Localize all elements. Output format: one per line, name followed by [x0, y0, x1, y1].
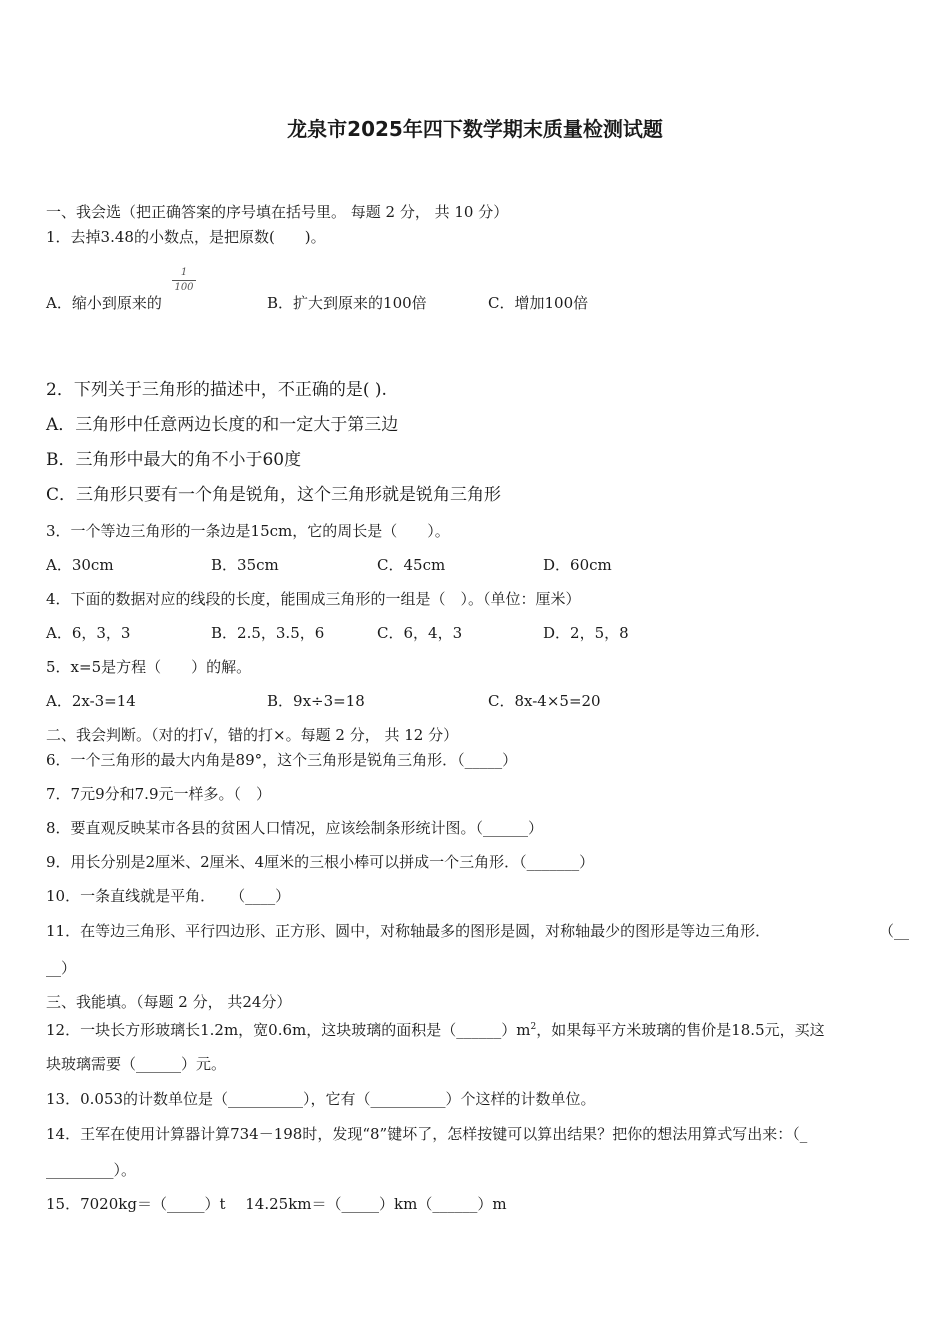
q3-option-c: C．45cm: [377, 556, 446, 574]
q12-part-1: 12．一块长方形玻璃长1.2m，宽0.6m，这块玻璃的面积是（______）m: [46, 1021, 531, 1039]
question-11: 11．在等边三角形、平行四边形、正方形、圆中，对称轴最多的图形是圆，对称轴最少的图形是等边三角形．: [46, 922, 771, 940]
fraction-denominator: 100: [174, 282, 194, 293]
q5-option-a: A．2x-3=14: [46, 692, 136, 710]
fraction-1-100: [172, 267, 196, 294]
q12-part-2: ，如果每平方米玻璃的售价是18.5元，买这: [536, 1021, 825, 1039]
section-2-heading: 二、我会判断。（对的打√，错的打×。每题 2 分， 共 12 分）: [46, 726, 459, 744]
q4-option-a: A．6，3，3: [46, 624, 131, 642]
q4-option-c: C．6，4，3: [377, 624, 463, 642]
question-5: 5．x=5是方程（ ）的解。: [46, 658, 252, 676]
q3-option-b: B．35cm: [211, 556, 279, 574]
q5-option-b: B．9x÷3=18: [267, 692, 365, 710]
q1-option-b: B．扩大到原来的100倍: [267, 294, 427, 312]
question-4: 4．下面的数据对应的线段的长度，能围成三角形的一组是（ ）。（单位：厘米）: [46, 590, 581, 608]
q1-option-c: C．增加100倍: [488, 294, 589, 312]
q4-option-b: B．2.5，3.5，6: [211, 624, 325, 642]
q2-option-b: B．三角形中最大的角不小于60度: [46, 450, 302, 470]
section-3-heading: 三、我能填。（每题 2 分， 共24分）: [46, 993, 292, 1011]
question-3: 3．一个等边三角形的一条边是15cm，它的周长是（ ）。: [46, 522, 450, 540]
question-8: 8．要直观反映某市各县的贫困人口情况，应该绘制条形统计图。（______）: [46, 819, 544, 837]
q2-option-a: A．三角形中任意两边长度的和一定大于第三边: [46, 415, 399, 435]
q12-superscript: 2: [530, 1022, 537, 1032]
q3-option-d: D．60cm: [543, 556, 612, 574]
question-14: 14．王军在使用计算器计算734－198时，发现“8”键坏了，怎样按键可以算出结果？把你的想法用算式写出来：（_: [46, 1125, 808, 1143]
question-1: 1．去掉3.48的小数点，是把原数( )。: [46, 228, 326, 246]
page-title: 龙泉市2025年四下数学期末质量检测试题: [287, 117, 663, 141]
question-11-blank-end: __）: [46, 959, 77, 977]
question-12: [46, 1017, 825, 1040]
section-1-heading: 一、我会选（把正确答案的序号填在括号里。 每题 2 分， 共 10 分）: [46, 203, 509, 221]
question-13: 13．0.053的计数单位是（__________），它有（__________）个这样的计数单位。: [46, 1090, 596, 1108]
question-12-continued: 块玻璃需要（______）元。: [46, 1055, 227, 1073]
q2-option-c: C．三角形只要有一个角是锐角，这个三角形就是锐角三角形: [46, 485, 502, 505]
question-2: 2．下列关于三角形的描述中，不正确的是( ).: [46, 380, 387, 400]
question-15: 15．7020kg＝（_____）t 14.25km＝（_____）km（______）m: [46, 1195, 507, 1213]
question-7: 7．7元9分和7.9元一样多。（ ）: [46, 785, 271, 803]
fraction-numerator: 1: [180, 267, 188, 278]
q5-option-c: C．8x-4×5=20: [488, 692, 601, 710]
question-10: 10．一条直线就是平角． （____）: [46, 887, 291, 905]
q4-option-d: D．2，5，8: [543, 624, 629, 642]
question-14-continued: _________）。: [46, 1161, 137, 1179]
question-11-blank-start: （__: [879, 922, 910, 940]
question-6: 6．一个三角形的最大内角是89°，这个三角形是锐角三角形．（_____）: [46, 751, 518, 769]
question-9: 9．用长分别是2厘米、2厘米、4厘米的三根小棒可以拼成一个三角形．（_______）: [46, 853, 595, 871]
q1-option-a: A．缩小到原来的: [46, 294, 162, 312]
q3-option-a: A．30cm: [46, 556, 114, 574]
